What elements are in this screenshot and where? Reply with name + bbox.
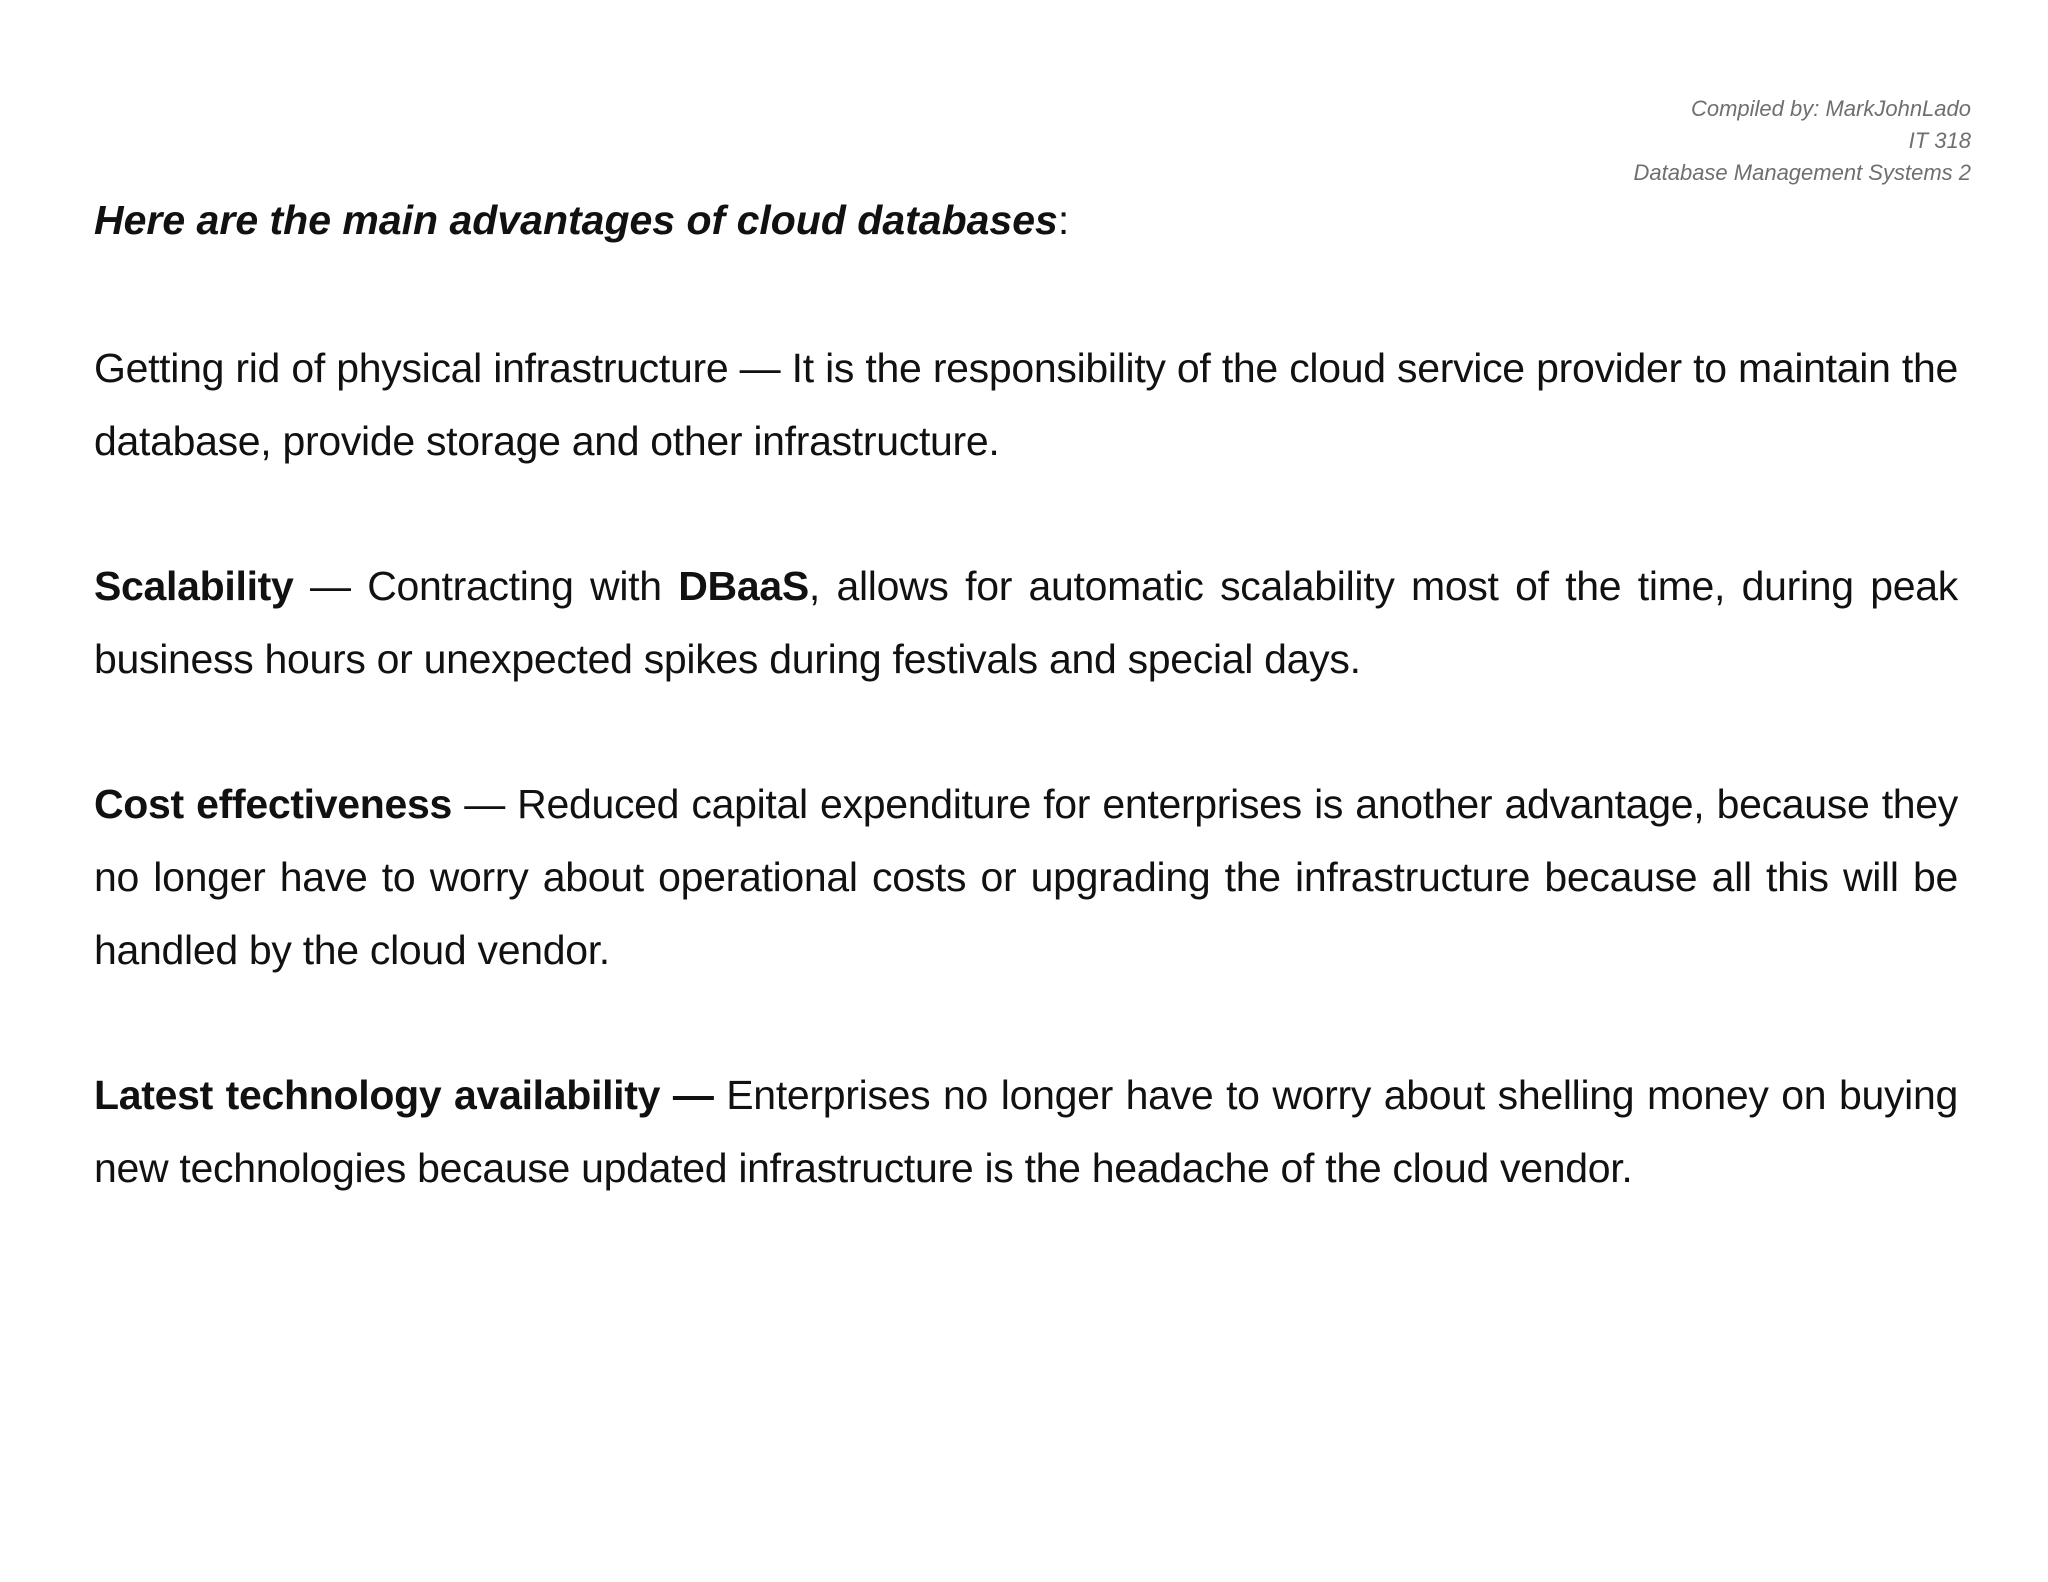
advantage-text: — Reduced capital expenditure for enterprises is another advantage, because they no longer have to worry about operational costs or upgrading the infrastructure because all this will be handled by the cloud vendor. — [94, 781, 1958, 973]
advantage-scalability — [94, 550, 1958, 696]
compiled-by-header — [1271, 93, 1971, 189]
dbaas-term: DBaaS — [678, 563, 809, 609]
advantage-text: — Contracting with — [293, 563, 679, 609]
advantage-term: Cost effectiveness — [94, 781, 453, 827]
heading-text: Here are the main advantages of cloud databases — [94, 197, 1058, 243]
advantage-text: Getting rid of physical infrastructure — It is the responsibility of the cloud service provider to maintain the database, provide storage and other infrastructure. — [94, 345, 1958, 464]
advantage-term: Latest technology availability — [94, 1072, 661, 1118]
advantage-physical-infrastructure — [94, 332, 1958, 478]
course-title: Database Management Systems 2 — [1633, 160, 1971, 185]
advantage-text-continued: , allows for automatic scalability most of the time, during peak business hours or unexpected spikes during festivals and special days. — [94, 563, 1958, 682]
section-heading — [94, 192, 1964, 248]
heading-colon: : — [1057, 197, 1070, 243]
advantage-dash: — — [660, 1072, 727, 1118]
advantage-cost-effectiveness — [94, 768, 1958, 987]
course-code: IT 318 — [1908, 128, 1971, 153]
advantage-term: Scalability — [94, 563, 294, 609]
advantage-latest-technology — [94, 1059, 1958, 1205]
compiled-by-line: Compiled by: MarkJohnLado — [1690, 96, 1971, 121]
advantage-text: Enterprises no longer have to worry about shelling money on buying new technologies because updated infrastructure is the headache of the cloud vendor. — [94, 1072, 1958, 1191]
